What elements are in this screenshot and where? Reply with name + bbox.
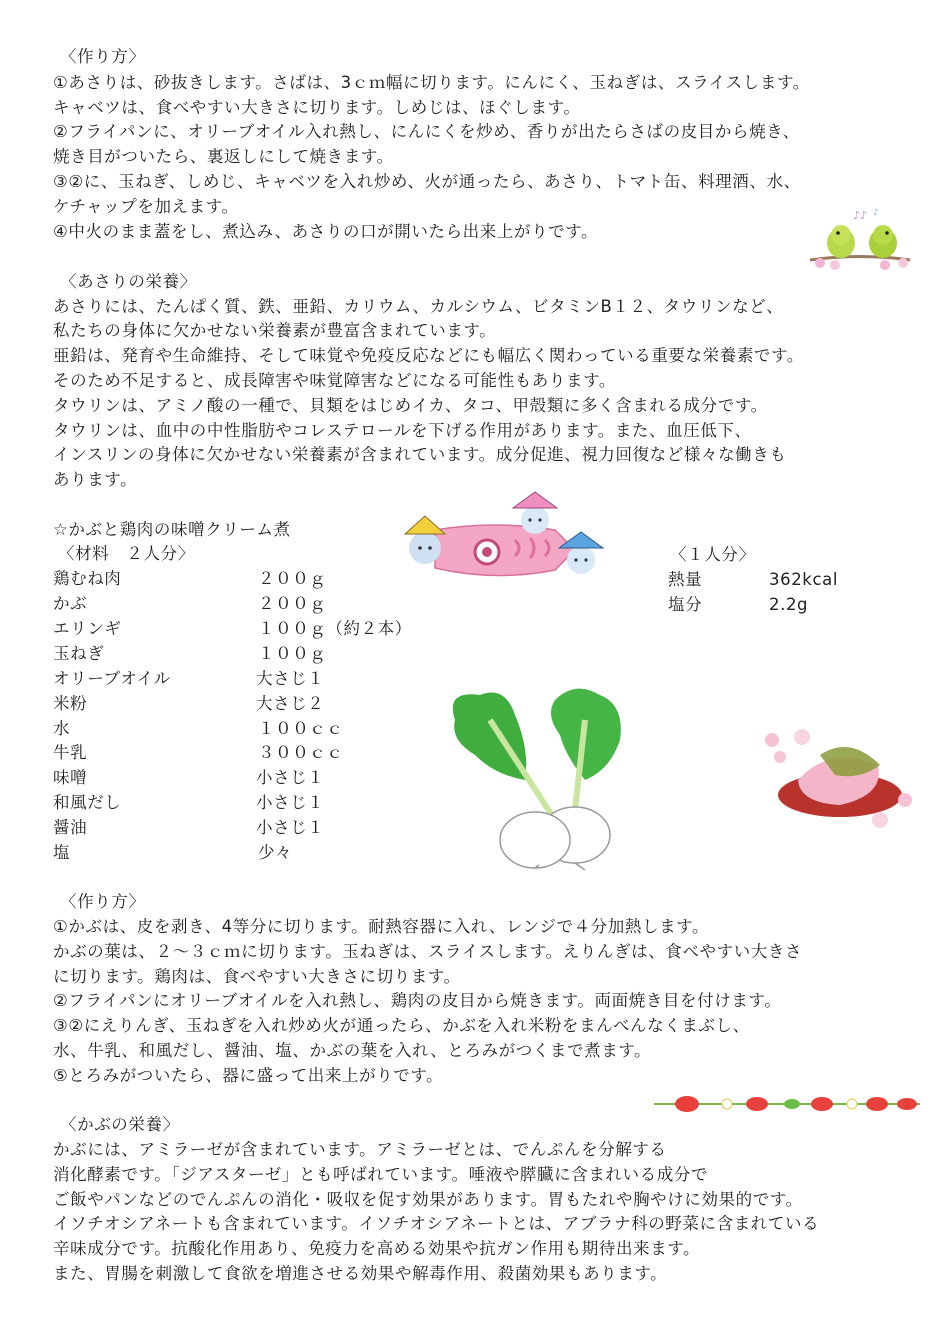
section3-line: ③②にえりんぎ、玉ねぎを入れ炒め火が通ったら、かぶを入れ米粉をまんべんなくまぶし、 [53, 1016, 750, 1035]
section4-line: また、胃腸を刺激して食欲を増進させる効果や解毒作用、殺菌効果もあります。 [53, 1264, 668, 1283]
section2-line: 亜鉛は、発育や生命維持、そして味覚や免疫反応などにも幅広く関わっている重要な栄養素です。 [53, 346, 804, 365]
nutrition-label: 熱量 [668, 570, 703, 589]
ingredient-name: 玉ねぎ [53, 644, 105, 663]
section1-line: ケチャップを加えます。 [53, 197, 239, 216]
nutrition-label: 塩分 [668, 595, 703, 614]
nutrition-value: 362kcal [769, 570, 839, 589]
section1-line: ③②に、玉ねぎ、しめじ、キャベツを入れ炒め、火が通ったら、あさり、トマト缶、料理酒、水、 [53, 172, 801, 191]
ingredient-name: 水 [53, 719, 71, 738]
ingredient-name: 鶏むね肉 [53, 569, 122, 588]
ingredient-name: 和風だし [53, 793, 122, 812]
section1-line: 焼き目がついたら、裏返しにして焼きます。 [53, 147, 394, 166]
section3-line: ①かぶは、皮を剥き、4等分に切ります。耐熱容器に入れ、レンジで４分加熱します。 [53, 917, 710, 936]
ingredient-name: 塩 [53, 843, 71, 862]
ingredient-amount: １００ｇ [258, 644, 327, 663]
ingredient-amount: ３００ｃｃ [258, 743, 344, 762]
section4-heading: 〈かぶの栄養〉 [60, 1115, 180, 1134]
section2-line: タウリンは、血中の中性脂肪やコレステロールを下げる作用があります。また、血圧低下、 [53, 421, 752, 440]
ingredient-amount: 小さじ１ [256, 768, 325, 787]
section4-line: 辛味成分です。抗酸化作用あり、免疫力を高める効果や抗ガン作用も期待出来ます。 [53, 1239, 701, 1258]
section4-line: イソチオシアネートも含まれています。イソチオシアネートとは、アブラナ科の野菜に含まれている [53, 1214, 820, 1233]
ingredient-amount: １００ｇ（約２本） [258, 619, 412, 638]
svg-text:♪: ♪ [873, 208, 879, 218]
section2-line: あさりには、たんぱく質、鉄、亜鉛、カリウム、カルシウム、ビタミンB１２、タウリンなど、 [53, 297, 784, 316]
ingredient-amount: 大さじ１ [256, 669, 325, 688]
ingredient-name: かぶ [53, 594, 88, 613]
section3-heading: 〈作り方〉 [60, 892, 146, 911]
section4-line: ご飯やパンなどのでんぷんの消化・吸収を促す効果があります。胃もたれや胸やけに効果的です。 [53, 1190, 803, 1209]
section2-line: タウリンは、アミノ酸の一種で、貝類をはじめイカ、タコ、甲殻類に多く含まれる成分です。 [53, 396, 768, 415]
ingredient-amount: 大さじ２ [256, 694, 325, 713]
sakuramochi-illustration [760, 725, 920, 835]
ingredient-amount: ２００ｇ [258, 569, 327, 588]
svg-text:♪♪: ♪♪ [853, 209, 868, 222]
ingredient-name: 味噌 [53, 768, 88, 787]
section2-line: あります。 [53, 470, 138, 489]
section1-line: キャベツは、食べやすい大きさに切ります。しめじは、ほぐします。 [53, 98, 581, 117]
ingredient-amount: 小さじ１ [256, 818, 325, 837]
koinobori-illustration [395, 490, 615, 600]
ingredient-amount: 小さじ１ [256, 793, 325, 812]
section2-heading: 〈あさりの栄養〉 [60, 272, 197, 291]
ingredient-amount: 少々 [258, 843, 293, 862]
section4-line: かぶには、アミラーゼが含まれています。アミラーゼとは、でんぷんを分解する [53, 1140, 667, 1159]
section3-line: に切ります。鶏肉は、食べやすい大きさに切ります。 [53, 967, 461, 986]
nutrition-value: 2.2g [769, 595, 809, 614]
recipe-title: ☆かぶと鶏肉の味噌クリーム煮 [53, 520, 291, 539]
section3-line: かぶの葉は、２～３ｃｍに切ります。玉ねぎは、スライスします。えりんぎは、食べやすい大きさ [53, 942, 803, 961]
section1-line: ②フライパンに、オリーブオイル入れ熱し、にんにくを炒め、香りが出たらさばの皮目から焼き、 [53, 122, 800, 141]
ingredients-heading: 〈材料 ２人分〉 [58, 544, 195, 563]
section2-line: インスリンの身体に欠かせない栄養素が含まれています。成分促進、視力回復など様々な働きも [53, 445, 787, 464]
section1-line: ④中火のまま蓋をし、煮込み、あさりの口が開いたら出来上がりです。 [53, 222, 599, 241]
ingredient-name: オリーブオイル [53, 669, 171, 688]
section1-heading: 〈作り方〉 [60, 47, 146, 66]
section2-line: 私たちの身体に欠かせない栄養素が豊富含まれています。 [53, 321, 497, 340]
ingredient-name: エリンギ [53, 619, 122, 638]
ingredient-amount: ２００ｇ [258, 594, 327, 613]
ingredient-name: 醤油 [53, 818, 88, 837]
section1-line: ①あさりは、砂抜きします。さばは、3ｃｍ幅に切ります。にんにく、玉ねぎは、スライスします。 [53, 73, 810, 92]
section2-line: そのため不足すると、成長障害や味覚障害などになる可能性もあります。 [53, 371, 616, 390]
strawberry-border-illustration [652, 1092, 922, 1116]
turnip-illustration [435, 680, 645, 870]
section3-line: 水、牛乳、和風だし、醤油、塩、かぶの葉を入れ、とろみがつくまで煮ます。 [53, 1041, 652, 1060]
section4-line: 消化酵素です。「ジアスターゼ」とも呼ばれています。唾液や膵臓に含まれいる成分で [53, 1165, 709, 1184]
section3-line: ⑤とろみがついたら、器に盛って出来上がりです。 [53, 1066, 444, 1085]
ingredient-name: 牛乳 [53, 743, 88, 762]
ingredient-amount: １００ｃｃ [258, 719, 344, 738]
per-person-heading: 〈１人分〉 [670, 545, 756, 564]
ingredient-name: 米粉 [53, 694, 88, 713]
birds-illustration [805, 205, 915, 275]
section3-line: ②フライパンにオリーブオイルを入れ熱し、鶏肉の皮目から焼きます。両面焼き目を付けます。 [53, 991, 782, 1010]
